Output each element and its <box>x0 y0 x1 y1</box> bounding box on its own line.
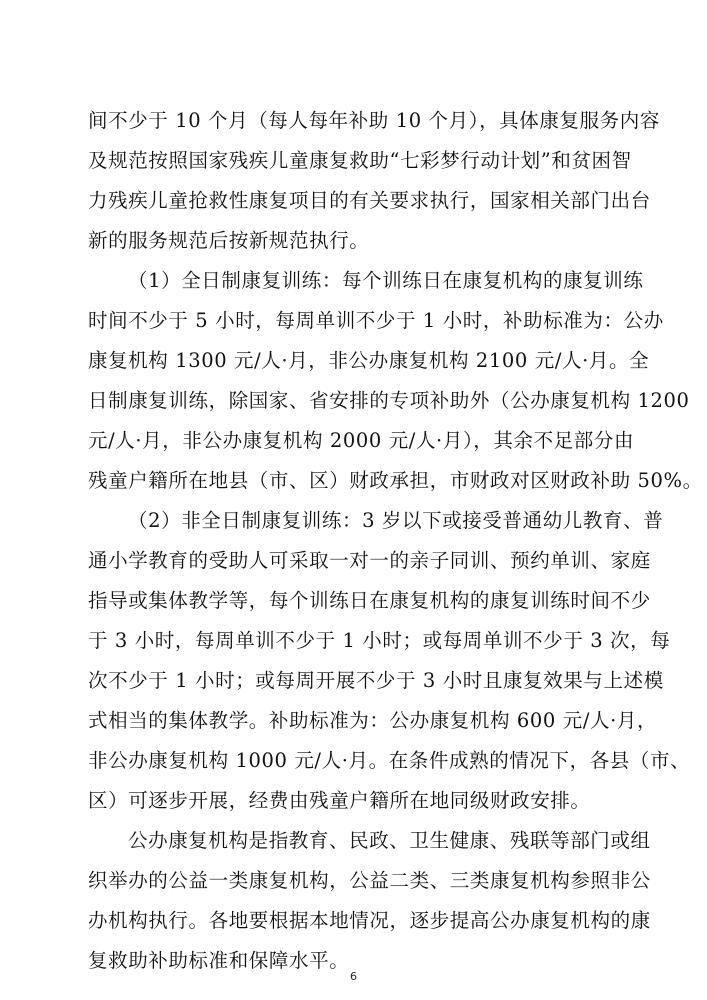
paragraph-3-line-3: 指导或集体教学等，每个训练日在康复机构的康复训练时间不少 <box>88 589 651 612</box>
paragraph-3-line-8: 区）可逐步开展，经费由残童户籍所在地同级财政安排。 <box>88 789 591 812</box>
paragraph-3-line-4: 于 3 小时，每周单训不少于 1 小时；或每周单训不少于 3 次，每 <box>88 629 671 652</box>
paragraph-3-line-5: 次不少于 1 小时；或每周开展不少于 3 小时且康复效果与上述模 <box>88 669 664 692</box>
paragraph-2-line-4: 日制康复训练，除国家、省安排的专项补助外（公办康复机构 1200 <box>88 389 690 412</box>
paragraph-2-line-5: 元/人·月，非公办康复机构 2000 元/人·月），其余不足部分由 <box>88 429 635 452</box>
paragraph-4-line-1: 公办康复机构是指教育、民政、卫生健康、残联等部门或组 <box>128 829 651 852</box>
paragraph-3-line-2: 通小学教育的受助人可采取一对一的亲子同训、预约单训、家庭 <box>88 549 651 572</box>
paragraph-2-line-1: （1）全日制康复训练：每个训练日在康复机构的康复训练 <box>128 269 644 292</box>
paragraph-4-line-3: 办机构执行。各地要根据本地情况，逐步提高公办康复机构的康 <box>88 909 651 932</box>
paragraph-1-line-2: 及规范按照国家残疾儿童康复救助“七彩梦行动计划”和贫困智 <box>88 149 632 172</box>
page-number: 6 <box>350 970 357 983</box>
paragraph-1-line-4: 新的服务规范后按新规范执行。 <box>88 229 370 252</box>
paragraph-2-line-6: 残童户籍所在地县（市、区）财政承担，市财政对区财政补助 50%。 <box>88 469 703 492</box>
paragraph-1-line-1: 间不少于 10 个月（每人每年补助 10 个月），具体康复服务内容 <box>88 109 660 132</box>
paragraph-4-line-4: 复救助补助标准和保障水平。 <box>88 949 350 972</box>
paragraph-3-line-6: 式相当的集体教学。补助标准为：公办康复机构 600 元/人·月， <box>88 709 658 732</box>
paragraph-2-line-3: 康复机构 1300 元/人·月，非公办康复机构 2100 元/人·月。全 <box>88 349 650 372</box>
paragraph-3-line-1: （2）非全日制康复训练：3 岁以下或接受普通幼儿教育、普 <box>128 509 664 532</box>
paragraph-1-line-3: 力残疾儿童抢救性康复项目的有关要求执行，国家相关部门出台 <box>88 189 651 212</box>
paragraph-3-line-7: 非公办康复机构 1000 元/人·月。在条件成熟的情况下，各县（市、 <box>88 749 691 772</box>
paragraph-4-line-2: 织举办的公益一类康复机构，公益二类、三类康复机构参照非公 <box>88 869 651 892</box>
paragraph-2-line-2: 时间不少于 5 小时，每周单训不少于 1 小时，补助标准为：公办 <box>88 309 664 332</box>
